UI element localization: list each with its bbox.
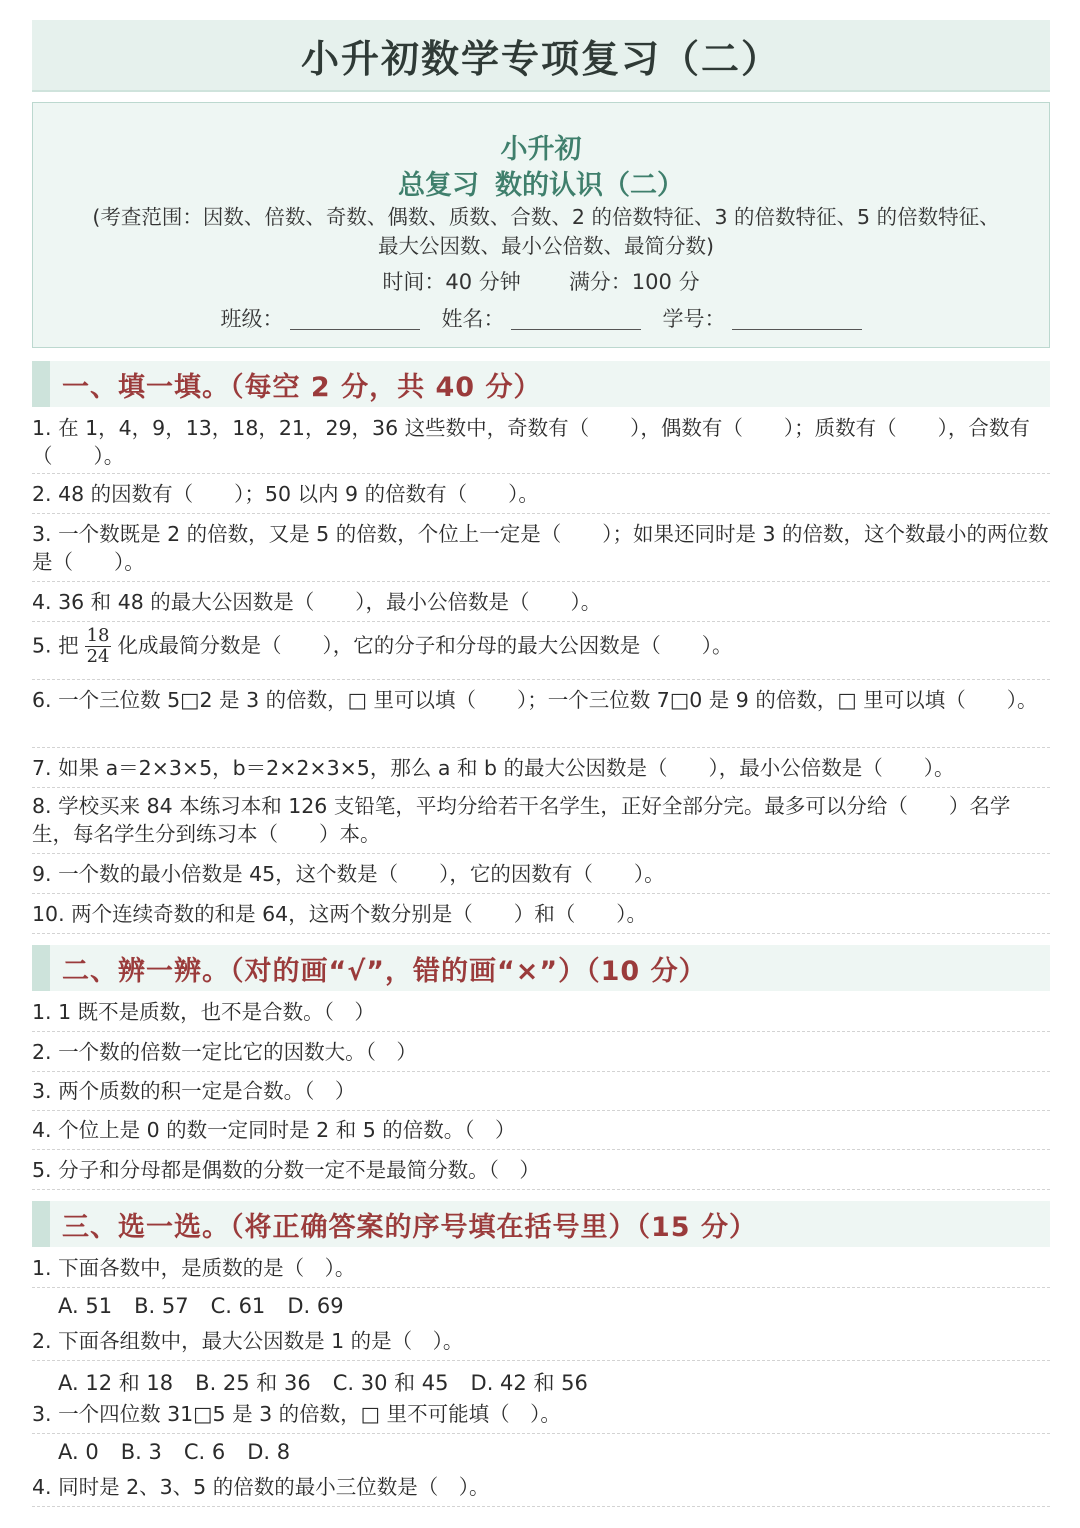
option-b: B. 57: [134, 1294, 189, 1318]
s1-q7-text: 7. 如果 a＝2×3×5，b＝2×2×3×5，那么 a 和 b 的最大公因数是（ ），最小公倍数是（ ）。: [32, 756, 955, 780]
option-a: A. 51: [58, 1294, 113, 1318]
name-label: 姓名：: [441, 307, 505, 331]
s1-question-7: [32, 754, 1050, 788]
s1-q10-text: 10. 两个连续奇数的和是 64，这两个数分别是（ ）和（ ）。: [32, 902, 647, 926]
exam-score: 满分：100 分: [568, 270, 700, 294]
s1-q5-post: 化成最简分数是（ ），它的分子和分母的最大公因数是（ ）。: [117, 633, 733, 658]
subtitle-review: 总复习: [398, 170, 479, 201]
s1-q2-text: 2. 48 的因数有（ ）；50 以内 9 的倍数有（ ）。: [32, 482, 539, 506]
s1-q6-text: 6. 一个三位数 5□2 是 3 的倍数，□ 里可以填（ ）；一个三位数 7□0 是 9 的倍数，□ 里可以填（ ）。: [32, 688, 1038, 712]
info-box: [32, 102, 1050, 348]
option-c: C. 30 和 45: [332, 1371, 449, 1395]
s1-question-8: [32, 792, 1050, 854]
s2-question-4: [32, 1116, 1050, 1150]
subtitle-topic: 数的认识（二）: [495, 170, 684, 201]
s3-q1-options: [58, 1294, 366, 1318]
s1-question-5: [32, 626, 1050, 680]
s1-q1-text: 1. 在 1，4，9，13，18，21，29，36 这些数中，奇数有（ ），偶数有（ ）；质数有（ ），合数有（ ）。: [32, 416, 1030, 468]
class-label: 班级：: [220, 307, 284, 331]
s1-question-4: [32, 588, 1050, 622]
s2-q1-text: 1. 1 既不是质数，也不是合数。（ ）: [32, 1000, 375, 1024]
fraction: [85, 626, 112, 667]
class-blank[interactable]: [290, 310, 420, 330]
exam-time: 时间：40 分钟: [382, 270, 521, 294]
s2-question-5: [32, 1156, 1050, 1190]
class-field[interactable]: [221, 303, 420, 333]
section1-heading: [32, 361, 1050, 407]
s2-q2-text: 2. 一个数的倍数一定比它的因数大。（ ）: [32, 1040, 417, 1064]
section2-title: 二、辨一辨。（对的画“√”，错的画“×”）（10 分）: [62, 955, 707, 987]
option-b: B. 25 和 36: [195, 1371, 311, 1395]
section2-heading: [32, 945, 1050, 991]
s3-question-1: [32, 1254, 1050, 1288]
s3-q2-options: [58, 1367, 610, 1397]
title-bar: [32, 20, 1050, 92]
fraction-numerator: 18: [86, 625, 110, 646]
option-d: D. 42 和 56: [470, 1371, 588, 1395]
s3-question-2: [32, 1327, 1050, 1361]
s1-question-2: [32, 480, 1050, 514]
s2-question-3: [32, 1077, 1050, 1111]
subtitle-line2: [33, 163, 1049, 202]
subtitle-line1: 小升初: [500, 134, 582, 165]
id-blank[interactable]: [732, 310, 862, 330]
fraction-denominator: 24: [86, 646, 110, 667]
s3-question-4: [32, 1473, 1050, 1507]
s1-q8-text: 8. 学校买来 84 本练习本和 126 支铅笔，平均分给若干名学生，正好全部分完。最多可以分给（ ）名学生，每名学生分到练习本（ ）本。: [32, 794, 1011, 846]
option-c: C. 61: [210, 1294, 266, 1318]
exam-scope: (考查范围：因数、倍数、奇数、偶数、质数、合数、2 的倍数特征、3 的倍数特征、5 的倍数特征、最大公因数、最小公倍数、最简分数): [92, 205, 1000, 258]
s1-question-1: [32, 414, 1050, 474]
option-d: D. 8: [247, 1440, 291, 1464]
s3-q2-text: 2. 下面各组数中，最大公因数是 1 的是（ ）。: [32, 1329, 464, 1353]
id-label: 学号：: [662, 307, 726, 331]
s1-question-10: [32, 900, 1050, 934]
s3-question-3: [32, 1400, 1050, 1434]
name-blank[interactable]: [511, 310, 641, 330]
option-d: D. 69: [287, 1294, 344, 1318]
s3-q3-options: [58, 1440, 312, 1464]
s1-question-6: [32, 686, 1050, 748]
section1-title: 一、填一填。（每空 2 分，共 40 分）: [62, 371, 542, 403]
s1-q5-pre: 5. 把: [32, 633, 79, 658]
s1-q3-text: 3. 一个数既是 2 的倍数，又是 5 的倍数，个位上一定是（ ）；如果还同时是 3 的倍数，这个数最小的两位数是（ ）。: [32, 522, 1049, 574]
option-b: B. 3: [120, 1440, 162, 1464]
s2-q4-text: 4. 个位上是 0 的数一定同时是 2 和 5 的倍数。（ ）: [32, 1118, 516, 1142]
page-title: 小升初数学专项复习（二）: [300, 36, 781, 81]
s3-q1-text: 1. 下面各数中，是质数的是（ ）。: [32, 1256, 356, 1280]
section3-title: 三、选一选。（将正确答案的序号填在括号里）（15 分）: [62, 1211, 757, 1243]
option-a: A. 0: [58, 1440, 99, 1464]
option-c: C. 6: [183, 1440, 226, 1464]
option-a: A. 12 和 18: [58, 1371, 174, 1395]
s1-question-3: [32, 520, 1050, 582]
s1-q9-text: 9. 一个数的最小倍数是 45，这个数是（ ），它的因数有（ ）。: [32, 862, 665, 886]
s1-q4-text: 4. 36 和 48 的最大公因数是（ ），最小公倍数是（ ）。: [32, 590, 602, 614]
s1-question-9: [32, 860, 1050, 894]
student-fields: [33, 303, 1049, 333]
s2-q5-text: 5. 分子和分母都是偶数的分数一定不是最简分数。（ ）: [32, 1158, 540, 1182]
section3-heading: [32, 1201, 1050, 1247]
s2-q3-text: 3. 两个质数的积一定是合数。（ ）: [32, 1079, 356, 1103]
s2-question-2: [32, 1038, 1050, 1072]
s3-q4-text: 4. 同时是 2、3、5 的倍数的最小三位数是（ ）。: [32, 1475, 490, 1499]
exam-meta: [33, 266, 1049, 296]
s2-question-1: [32, 998, 1050, 1032]
id-field[interactable]: [663, 303, 862, 333]
s3-q3-text: 3. 一个四位数 31□5 是 3 的倍数，□ 里不可能填（ ）。: [32, 1402, 561, 1426]
name-field[interactable]: [442, 303, 641, 333]
